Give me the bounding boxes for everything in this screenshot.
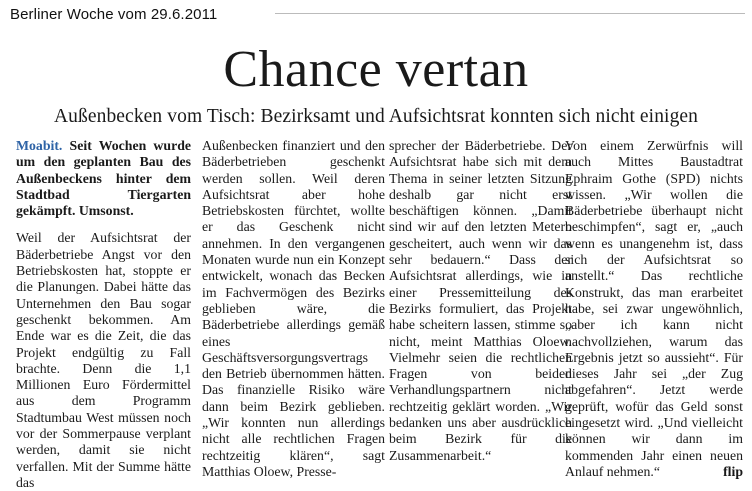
article-subheadline: Außenbecken vom Tisch: Bezirksamt und Aufsichtsrat konnten sich nicht einigen [53,106,699,127]
article-headline: Chance vertan [223,41,529,98]
lead-text: Seit Wochen wurde um den geplanten Bau des Außenbeckens hinter dem Stadtbad Tiergarten gekämpft. Umsonst. [16,138,191,219]
article-column-4 [565,138,743,478]
column-1-text: Weil der Aufsichtsrat der Bäderbetriebe Angst vor den Betriebskosten hat, stoppte er die Planungen. Dabei hätte das Unternehmen den Bau sogar geschenkt bekommen. Am Ende war es die Zeit, die das Projekt endgültig zu Fall brachte. Denn die 1,1 Millionen Euro Fördermittel aus dem Programm Stadtumbau West müssen noch vor der Sommerpause verplant werden, damit sie nicht verfallen. Mit der Summe hätte das [16,230,191,490]
paragraph-gap [16,219,191,230]
article-column-2 [202,138,385,478]
column-4-text [565,138,743,480]
location-label: Moabit. [16,138,63,153]
article-lead [16,138,191,219]
column-3-text: sprecher der Bäderbetriebe. Der Aufsichtsrat habe sich mit dem Thema in seiner letzten Sitzung deshalb gar nicht erst beschäftigen können. „Damit sind wir auf den letzten Metern gescheitert, auch wenn wir das sehr bedauern.“ Dass der Aufsichtsrat allerdings, wie in einer Pressemitteilung des Bezirks formuliert, das Projekt habe scheitern lassen, stimme so nicht, meint Matthias Oloew. Vielmehr seien die rechtlichen Fragen von beiden Verhandlungspartnern nicht rechtzeitig geklärt worden. „Wir bedanken uns aber ausdrücklich beim Bezirk für die Zusammenarbeit.“ [389,138,572,463]
article-column-3 [389,138,572,478]
top-rule [275,13,745,14]
column-2-text: Außenbecken finanziert und den Bäderbetrieben geschenkt werden sollen. Weil deren Aufsichtsrat aber hohe Betriebskosten fürchtet, wollte er das Geschenk nicht annehmen. In den vergangenen Monaten wurde nun ein Konzept entwickelt, wonach das Becken im Fachvermögen des Bezirks geblieben wäre, die Bäderbetriebe allerdings gemäß eines Geschäftsversorgungsvertrags den Betrieb übernommen hätten. Das finanzielle Risiko wäre dann beim Bezirk geblieben. „Wir konnten nun allerdings nicht alle rechtlichen Fragen rechtzeitig klären“, sagt Matthias Oloew, Presse- [202,138,385,479]
column-4-body: Von einem Zerwürfnis will auch Mittes Baustadtrat Ephraim Gothe (SPD) nichts wissen. „Wir wollen die Bäderbetriebe überhaupt nicht beschimpfen“, sagt er, „auch wenn es unangenehm ist, dass sich der Aufsichtsrat so anstellt.“ Das rechtliche Konstrukt, das man erarbeitet habe, sei zwar ungewöhnlich, „aber ich kann nicht nachvollziehen, warum das Ergebnis jetzt so aussieht“. Für dieses Jahr sei „der Zug abgefahren“. Jetzt werde geprüft, wofür das Geld sonst eingesetzt wird. „Und vielleicht können wir dann im kommenden Jahr einen neuen Anlauf nehmen.“ [565,138,743,479]
article-column-1 [16,138,191,490]
source-caption: Berliner Woche vom 29.6.2011 [10,6,218,23]
author-signature: flip [723,463,743,479]
